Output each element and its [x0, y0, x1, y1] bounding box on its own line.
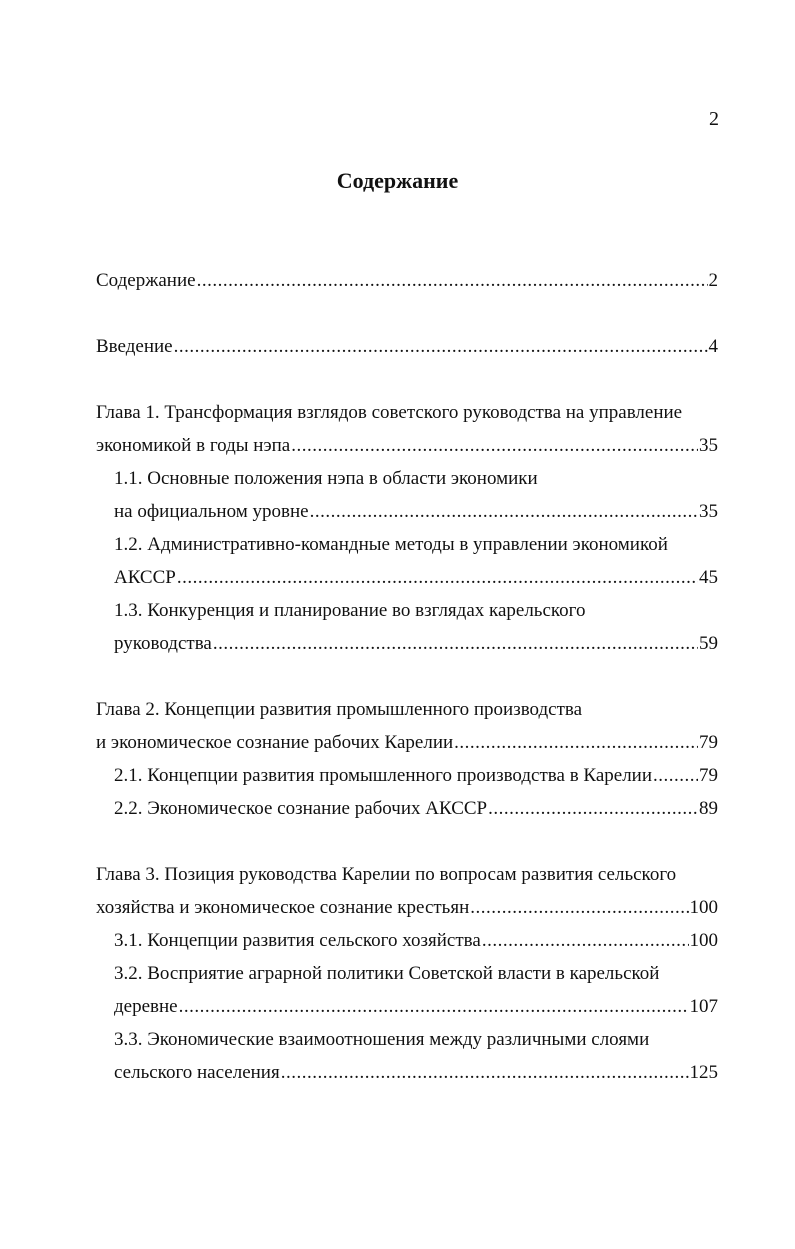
- toc-entry-text: экономикой в годы нэпа: [96, 435, 291, 456]
- dot-leader: [310, 501, 698, 523]
- toc-page-number: 35: [699, 435, 718, 456]
- dot-leader: [179, 996, 689, 1018]
- toc-section-3-2-line-1: [96, 963, 718, 996]
- toc-chapter-2-line-2: [96, 732, 718, 765]
- toc-entry-contents: [96, 270, 718, 303]
- page-number: 2: [709, 108, 719, 130]
- toc-entry-text: Глава 2. Концепции развития промышленного производства: [96, 699, 583, 720]
- toc-entry-text: Глава 1. Трансформация взглядов советского руководства на управление: [96, 402, 683, 423]
- toc-entry-text: Введение: [96, 336, 173, 357]
- toc-section-1-1-line-2: [96, 501, 718, 534]
- toc-section-3-3-line-1: [96, 1029, 718, 1062]
- toc-section-1-2-line-2: [96, 567, 718, 600]
- toc-page-number: 125: [689, 1062, 718, 1083]
- toc-entry-text: 1.1. Основные положения нэпа в области экономики: [114, 468, 538, 489]
- toc-chapter-1-line-1: [96, 402, 718, 435]
- toc-entry-text: сельского населения: [114, 1062, 280, 1083]
- toc-section-3-1: [96, 930, 718, 963]
- dot-leader: [653, 765, 698, 787]
- dot-leader: [197, 270, 708, 292]
- toc-entry-text: и экономическое сознание рабочих Карелии: [96, 732, 454, 753]
- toc-entry-text: 1.3. Конкуренция и планирование во взглядах карельского: [114, 600, 586, 621]
- toc-section-1-1-line-1: [96, 468, 718, 501]
- dot-leader: [177, 567, 698, 589]
- toc-entry-text: 3.1. Концепции развития сельского хозяйства: [114, 930, 481, 951]
- toc-chapter-1-line-2: [96, 435, 718, 468]
- toc-section-3-2-line-2: [96, 996, 718, 1029]
- toc-section-1-2-line-1: [96, 534, 718, 567]
- toc-entry-text: Содержание: [96, 270, 196, 291]
- toc-entry-text: АКССР: [114, 567, 176, 588]
- toc-page-number: 4: [708, 336, 718, 357]
- toc-page-number: 2: [708, 270, 718, 291]
- toc-section-3-3-line-2: [96, 1062, 718, 1095]
- page-title: Содержание: [336, 168, 459, 193]
- toc-section-1-3-line-1: [96, 600, 718, 633]
- toc-page-number: 100: [689, 930, 718, 951]
- dot-leader: [470, 897, 688, 919]
- toc-section-2-1: [96, 765, 718, 798]
- toc-page-number: 89: [699, 798, 718, 819]
- dot-leader: [454, 732, 698, 754]
- toc-entry-text: 3.3. Экономические взаимоотношения между различными слоями: [114, 1029, 650, 1050]
- toc-entry-text: деревне: [114, 996, 178, 1017]
- dot-leader: [482, 930, 689, 952]
- toc-entry-text: руководства: [114, 633, 212, 654]
- toc-page-number: 107: [689, 996, 718, 1017]
- toc-entry-intro: [96, 336, 718, 369]
- dot-leader: [291, 435, 698, 457]
- toc-chapter-2-line-1: [96, 699, 718, 732]
- toc-chapter-3-line-1: [96, 864, 718, 897]
- toc-page-number: 79: [699, 732, 718, 753]
- toc-entry-text: хозяйства и экономическое сознание крестьян: [96, 897, 470, 918]
- toc-entry-text: на официальном уровне: [114, 501, 309, 522]
- toc-page-number: 35: [699, 501, 718, 522]
- toc-section-1-3-line-2: [96, 633, 718, 666]
- dot-leader: [281, 1062, 689, 1084]
- toc-page-number: 79: [699, 765, 718, 786]
- dot-leader: [213, 633, 698, 655]
- toc-page-number: 100: [689, 897, 718, 918]
- toc-page-number: 45: [699, 567, 718, 588]
- toc-entry-text: 3.2. Восприятие аграрной политики Советской власти в карельской: [114, 963, 660, 984]
- toc-entry-text: 2.2. Экономическое сознание рабочих АКССР: [114, 798, 488, 819]
- toc-page-number: 59: [699, 633, 718, 654]
- toc-chapter-3-line-2: [96, 897, 718, 930]
- dot-leader: [174, 336, 708, 358]
- toc-entry-text: 2.1. Концепции развития промышленного производства в Карелии: [114, 765, 653, 786]
- toc-entry-text: 1.2. Административно-командные методы в управлении экономикой: [114, 534, 668, 555]
- table-of-contents: [96, 270, 718, 1095]
- toc-section-2-2: [96, 798, 718, 831]
- toc-entry-text: Глава 3. Позиция руководства Карелии по вопросам развития сельского: [96, 864, 677, 885]
- dot-leader: [488, 798, 698, 820]
